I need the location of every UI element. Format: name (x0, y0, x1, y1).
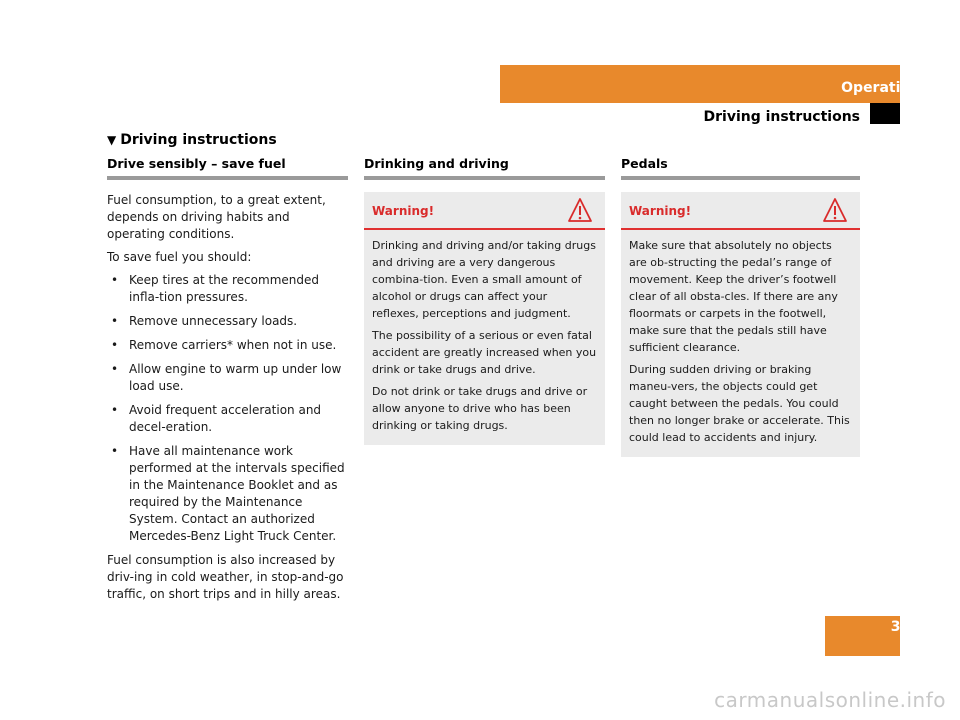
paragraph: Fuel consumption is also increased by driv-ing in cold weather, in stop-and-go traffic, on short trips and in hilly areas. (107, 553, 344, 601)
warning-body (364, 230, 605, 434)
bullet-list (107, 272, 348, 545)
section-title: Operation (841, 80, 920, 96)
page-number: 311 (890, 619, 920, 635)
warning-paragraph: The possibility of a serious or even fatal accident are greatly increased when you drink or take drugs and drive. (372, 329, 597, 376)
bullet-icon: • (111, 338, 119, 352)
triangle-down-icon: ▼ (107, 133, 117, 147)
column-heading: Pedals (621, 156, 860, 180)
warning-paragraph: Make sure that absolutely no objects are ob-structing the pedal’s range of movement. Keep the driver’s footwell clear of all obsta-cles. If there are any floormats or carpets in the footwell, make sure that the pedals still have sufficient clearance. (629, 239, 838, 354)
column-heading: Drinking and driving (364, 156, 605, 180)
list-item-text: Allow engine to warm up under low load use. (129, 362, 342, 393)
bullet-icon: • (111, 362, 119, 376)
bullet-icon: • (111, 273, 119, 287)
warning-triangle-icon (822, 197, 848, 223)
header-bar (500, 65, 900, 103)
warning-paragraph: During sudden driving or braking maneu-vers, the objects could get caught between the pedals. You could then no longer brake or accelerate. This could lead to accidents and injury. (629, 363, 850, 444)
list-item-text: Keep tires at the recommended infla-tion pressures. (129, 273, 319, 304)
bullet-icon: • (111, 403, 119, 417)
page-title (107, 132, 277, 148)
warning-label: Warning! (629, 204, 692, 218)
list-item (107, 337, 348, 354)
header-marker (870, 103, 900, 124)
bullet-icon: • (111, 444, 119, 458)
paragraph: Fuel consumption, to a great extent, depends on driving habits and operating conditions. (107, 193, 326, 241)
list-item (107, 361, 348, 395)
paragraph: To save fuel you should: (107, 250, 252, 264)
warning-header (621, 192, 860, 230)
list-item-text: Avoid frequent acceleration and decel-eration. (129, 403, 322, 434)
warning-label: Warning! (372, 204, 435, 218)
watermark: carmanualsonline.info (714, 688, 946, 712)
list-item (107, 402, 348, 436)
page-number-box (825, 616, 900, 656)
subsection-title: Driving instructions (703, 109, 860, 125)
warning-paragraph: Do not drink or take drugs and drive or allow anyone to drive who has been drinking or taking drugs. (372, 385, 588, 432)
list-item-text: Remove carriers* when not in use. (129, 338, 337, 352)
column-pedals (621, 156, 860, 457)
warning-box (364, 192, 605, 445)
column-drinking (364, 156, 605, 445)
warning-triangle-icon (567, 197, 593, 223)
page-title-text: Driving instructions (120, 132, 277, 148)
warning-paragraph: Drinking and driving and/or taking drugs and driving are a very dangerous combina-tion. Even a small amount of alcohol or drugs can affect your reflexes, perceptions and judgment. (372, 239, 596, 320)
warning-body (621, 230, 860, 446)
column-heading: Drive sensibly – save fuel (107, 156, 348, 180)
column-fuel (107, 156, 348, 609)
bullet-icon: • (111, 314, 119, 328)
list-item-text: Have all maintenance work performed at the intervals specified in the Maintenance Booklet and as required by the Maintenance System. Contact an authorized Mercedes-Benz Light Truck Center. (129, 444, 345, 543)
list-item-text: Remove unnecessary loads. (129, 314, 298, 328)
list-item (107, 443, 348, 545)
warning-header (364, 192, 605, 230)
warning-box (621, 192, 860, 457)
list-item (107, 313, 348, 330)
list-item (107, 272, 348, 306)
